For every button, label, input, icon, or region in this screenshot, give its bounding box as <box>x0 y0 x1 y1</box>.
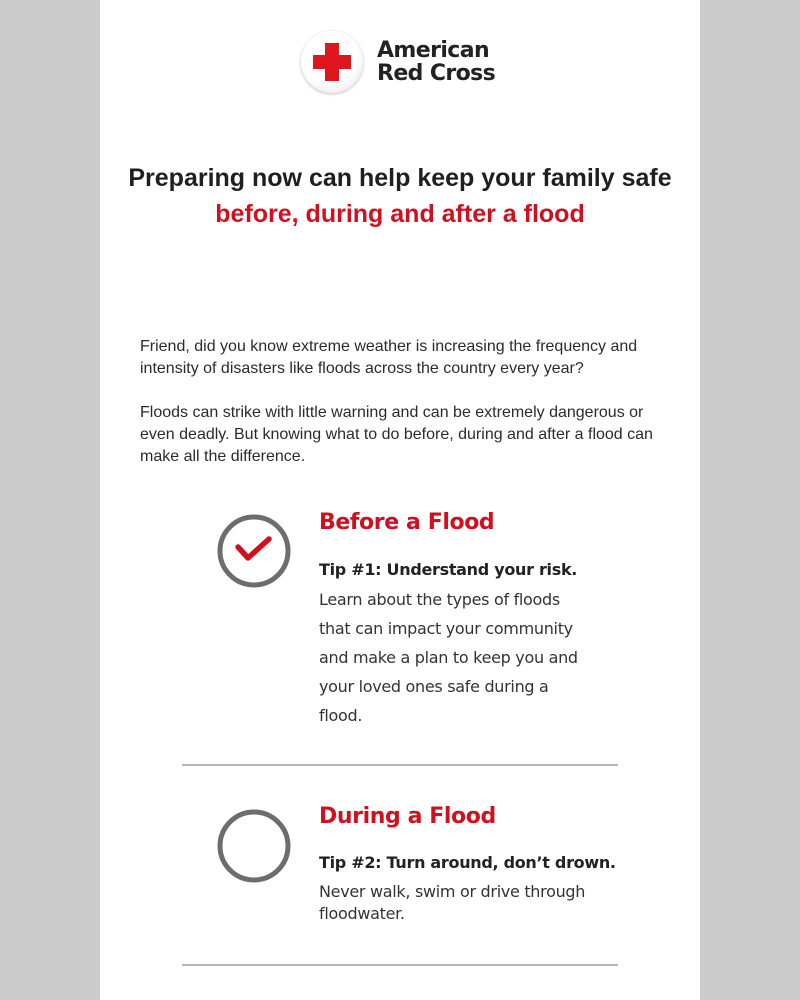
logo-line-2: Red Cross <box>377 61 496 86</box>
intro-paragraph-1: Friend, did you know extreme weather is increasing the frequency and intensity of disasters like floods across the country every year? <box>140 338 638 377</box>
tip-body: Learn about the types of floods that can impact your community and make a plan to keep you and your loved ones safe during a flood. <box>319 590 578 725</box>
logo-line-1: American <box>377 38 490 63</box>
divider <box>182 964 618 966</box>
red-cross-icon <box>301 31 363 93</box>
empty-circle-icon <box>217 809 291 883</box>
tip-heading: Tip #1: Understand your risk. <box>319 560 578 579</box>
logo-wordmark <box>377 39 495 85</box>
tip-title: Before a Flood <box>319 510 495 535</box>
american-red-cross-logo[interactable] <box>301 31 495 93</box>
check-circle-icon <box>217 514 291 588</box>
headline <box>100 160 700 232</box>
tip-during-flood <box>182 790 618 940</box>
intro-paragraph-2: Floods can strike with little warning and can be extremely dangerous or even deadly. But knowing what to do before, during and after a flood can make all the difference. <box>140 404 653 465</box>
tip-before-flood <box>182 500 618 740</box>
email-body <box>100 0 700 1000</box>
divider <box>182 764 618 766</box>
headline-line-1: Preparing now can help keep your family safe <box>128 164 672 192</box>
tip-heading: Tip #2: Turn around, don’t drown. <box>319 853 616 872</box>
tip-title: During a Flood <box>319 804 496 829</box>
tip-body: Never walk, swim or drive through floodwater. <box>319 882 586 923</box>
headline-line-2: before, during and after a flood <box>215 200 585 228</box>
intro-text <box>140 336 670 490</box>
